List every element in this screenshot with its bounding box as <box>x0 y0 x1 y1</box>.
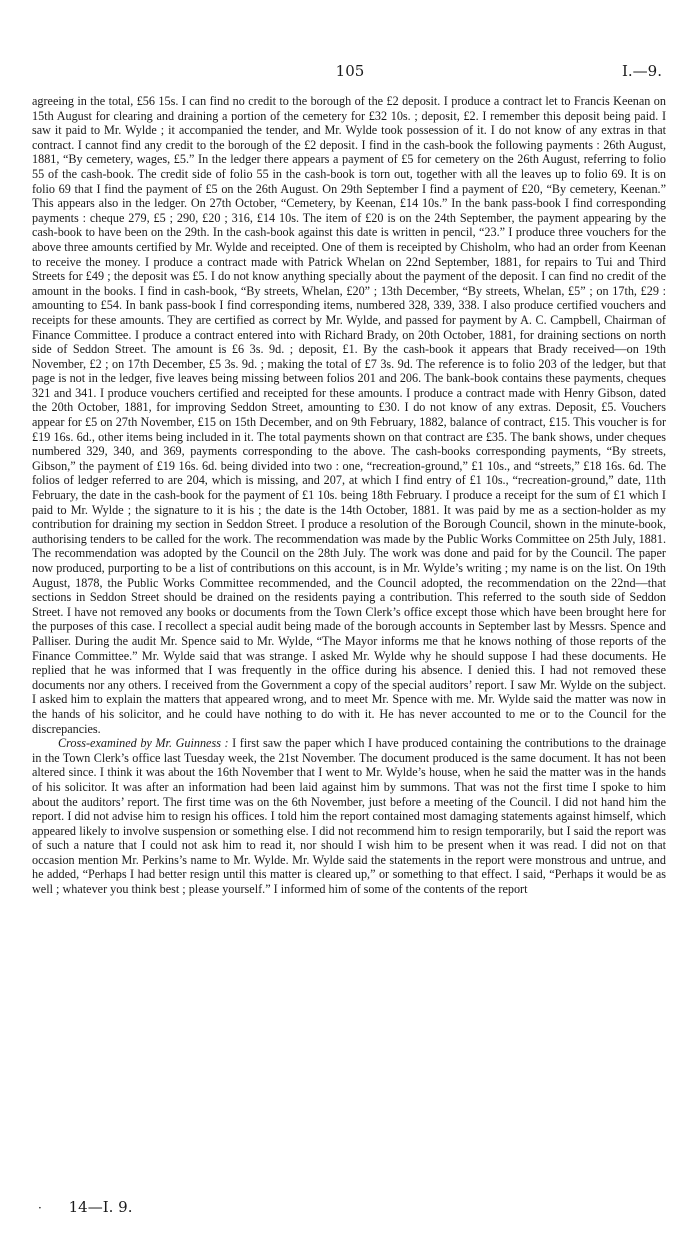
document-reference: I.—9. <box>621 62 662 80</box>
page-footer <box>38 1198 132 1216</box>
signature-mark: 14—I. 9. <box>68 1198 133 1216</box>
page-number: 105 <box>335 62 365 80</box>
paragraph-testimony: agreeing in the total, £56 15s. I can find no credit to the borough of the £2 deposit. I produce a contract let to Francis Keenan on 15th August for clearing and draining a portion of the cemetery for £32 10s. ; deposit, £2. I remember this deposit being paid. I saw it paid to Mr. Wylde ; it accompanied the tender, and Mr. Wylde took possession of it. I do not know of any extras in that contract. I cannot find any credit to the borough of the £2 deposit. I find in the cash-book the following payments : 26th August, 1881, “By cemetery, wages, £5.” In the ledger there appears a payment of £5 for cemetery on the 26th August, referring to folio 55 of the cash-book. The credit side of folio 55 in the cash-book is torn out, together with all the leaves up to folio 69. It is on folio 69 that I find the payment of £5 on the 26th August. On 29th September I find a payment of £20, “By cemetery, Keenan.” This appears also in the ledger. On 27th October, “Cemetery, by Keenan, £14 10s.” In the bank pass-book I find corresponding payments : cheque 279, £5 ; 290, £20 ; 316, £14 10s. The item of £20 is on the 24th September, the payment appearing by the cash-book to have been on the 29th. In the cash-book against this date is written in pencil, “23.” I produce three vouchers for the above three amounts certified by Mr. Wylde and receipted. One of them is receipted by Chisholm, who had an order from Keenan to receive the money. I produce a contract made with Patrick Whelan on 22nd September, 1881, for repairs to Tui and Third Streets for £49 ; the deposit was £5. I do not know anything specially about the payment of the deposit. I can find no credit of the amount in the books. I find in cash-book, “By streets, Whelan, £20” ; 13th December, “By streets, Whelan, £5” ; on 17th, £29 : amounting to £54. In bank pass-book I find corresponding items, numbered 328, 339, 338. I also produce certified vouchers and receipts for these amounts. They are certified as correct by Mr. Wylde, and passed for payment by A. C. Campbell, Chairman of Finance Committee. I produce a contract entered into with Richard Brady, on 20th October, 1881, for draining sections on north side of Seddon Street. The amount is £6 3s. 9d. ; deposit, £1. By the cash-book it appears that Brady received—on 19th November, £2 ; on 17th December, £5 3s. 9d. ; making the total of £7 3s. 9d. The reference is to folio 203 of the ledger, but that page is not in the ledger, five leaves being missing between folios 201 and 206. The bank-book contains these payments, cheques 321 and 341. I produce vouchers certified and receipted for these amounts. I produce a contract made with Henry Gibson, dated the 20th October, 1881, for improving Seddon Street, amounting to £30. I do not know of any extras. Deposit, £5. Vouchers appear for £5 on 27th November, £15 on 15th December, and on 9th February, 1882, balance of contract, £15. This voucher is for £19 16s. 6d., other items being included in it. The total payments shown on that contract are £35. The bank shows, under cheques numbered 329, 340, and 369, payments corresponding to the above. The cash-books corresponding payments, “By streets, Gibson,” the payment of £19 16s. 6d. being divided into two : one, “recreation-ground,” £1 10s., and “streets,” £18 16s. 6d. The folios of ledger referred to are 204, which is missing, and 207, at which I find entry of £1 10s., “recreation-ground,” date, 11th February, the date in the cash-book for the payment of £1 10s. being 18th February. I produce a receipt for the sum of £1 which I paid to Mr. Wylde ; the signature to it is his ; the date is the 14th October, 1881. It was paid by me as a section-holder as my contribution for draining my section in Seddon Street. I produce a resolution of the Borough Council, shown in the minute-book, authorising tenders to be called for the work. The recommendation was made by the Public Works Committee on 25th July, 1881. The recommendation was adopted by the Council on the 28th July. The work was done and paid for by the Council. The paper now produced, purporting to be a list of contributions on this account, is in Mr. Wylde’s writing ; my name is on the list. On 19th August, 1878, the Public Works Committee recommended, and the Council adopted, the recommendation on the 22nd—that sections in Seddon Street should be drained on the residents paying a contribution. This referred to the south side of Seddon Street. I have not removed any books or documents from the Town Clerk’s office except those which have been brought here for the purposes of this case. I recollect a special audit being made of the borough accounts in September last by Messrs. Spence and Palliser. During the audit Mr. Spence said to Mr. Wylde, “The Mayor informs me that he knows nothing of those reports of the Finance Committee.” Mr. Wylde said that was strange. I asked Mr. Wylde why he should suppose I had these documents. He replied that he was informed that I was frequently in the office during his absence. I denied this. I had not removed these documents nor any others. I received from the Government a copy of the special auditors’ report. I saw Mr. Wylde on the subject. I asked him to explain the matters that appeared wrong, and to meet Mr. Spence with me. Mr. Wylde said the matter was now in the hands of his solicitor, and he could have nothing to do with it. He has never accounted to me or to the Council for the discrepancies. <box>32 94 666 736</box>
body-text <box>32 94 666 897</box>
footer-mark: · <box>38 1201 42 1215</box>
page-header <box>30 62 670 82</box>
paragraph-cross-examination <box>32 736 666 897</box>
cross-examination-label: Cross-examined by Mr. Guinness : <box>58 736 229 751</box>
cross-examination-text: I first saw the paper which I have produced containing the contributions to the drainage in the Town Clerk’s office last Tuesday week, the 21st November. The document produced is the same document. It has not been altered since. I think it was about the 16th November that I went to Mr. Wylde’s house, when he said the matter was in the hands of his solicitor. It was after an information had been laid against him by summons. That was not the first time I spoke to him about the auditors’ report. The first time was on the 6th November, just before a meeting of the Council. I did not hand him the report. I did not advise him to resign his offices. I told him the report contained most damaging statements against himself, which appeared likely to involve suspension or something else. I did not recommend him to resign temporarily, but I said the report was of such a nature that I could not ask him to read it, nor should I wish him to be present when it was read. I did not on that occasion mention Mr. Perkins’s name to Mr. Wylde. Mr. Wylde said the statements in the report were monstrous and untrue, and he added, “Perhaps I had better resign until this matter is cleared up,” or something to that effect. I said, “Perhaps it would be as well ; whatever you think best ; please yourself.” I informed him of some of the contents of the report <box>32 736 666 897</box>
